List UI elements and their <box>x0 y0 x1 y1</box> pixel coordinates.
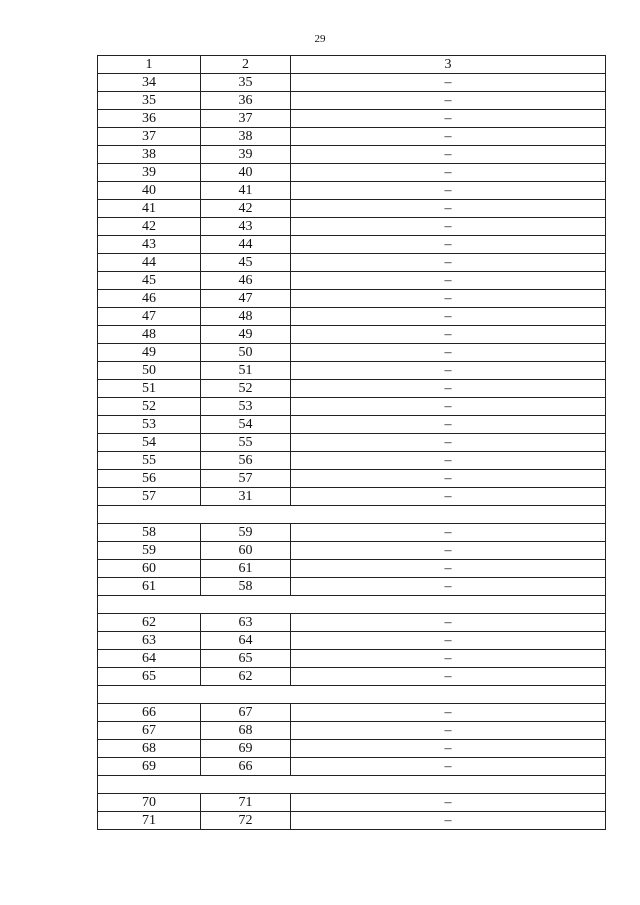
table-cell-col-1: 57 <box>98 488 201 506</box>
table-cell-col-3: – <box>291 254 606 272</box>
table-cell-col-1: 69 <box>98 758 201 776</box>
table-cell-col-1: 35 <box>98 92 201 110</box>
table-cell-col-2: 39 <box>201 146 291 164</box>
table-row <box>98 344 606 362</box>
table-cell-col-2: 44 <box>201 236 291 254</box>
table-cell-col-3: – <box>291 758 606 776</box>
table-cell-col-1: 58 <box>98 524 201 542</box>
table-cell-col-3: – <box>291 182 606 200</box>
table-cell-col-1: 39 <box>98 164 201 182</box>
table-cell-col-3: – <box>291 290 606 308</box>
table-row <box>98 632 606 650</box>
table-cell-col-3: – <box>291 434 606 452</box>
table-cell-col-2: 66 <box>201 758 291 776</box>
table-cell-col-1: 67 <box>98 722 201 740</box>
table-cell-col-1: 40 <box>98 182 201 200</box>
table-cell-col-2: 49 <box>201 326 291 344</box>
table-cell-col-2: 68 <box>201 722 291 740</box>
table-cell-col-1: 54 <box>98 434 201 452</box>
table-cell-col-2: 53 <box>201 398 291 416</box>
group-separator-row <box>98 506 606 524</box>
table-cell-col-1: 71 <box>98 812 201 830</box>
table-cell-col-2: 61 <box>201 560 291 578</box>
table-row <box>98 362 606 380</box>
table-cell-col-3: – <box>291 470 606 488</box>
table-cell-col-2: 55 <box>201 434 291 452</box>
table-cell-col-1: 59 <box>98 542 201 560</box>
table-row <box>98 326 606 344</box>
table-cell-col-2: 38 <box>201 128 291 146</box>
table-cell-col-1: 64 <box>98 650 201 668</box>
table-cell-col-3: – <box>291 560 606 578</box>
table-cell-col-2: 48 <box>201 308 291 326</box>
table-cell-col-1: 36 <box>98 110 201 128</box>
table-row <box>98 668 606 686</box>
table-cell-col-1: 49 <box>98 344 201 362</box>
table-cell-col-1: 61 <box>98 578 201 596</box>
table-cell-col-1: 48 <box>98 326 201 344</box>
table-cell-col-2: 71 <box>201 794 291 812</box>
table-cell-col-3: – <box>291 398 606 416</box>
table-cell-col-2: 35 <box>201 74 291 92</box>
table-row <box>98 740 606 758</box>
table-row <box>98 452 606 470</box>
table-cell-col-2: 59 <box>201 524 291 542</box>
table-cell-col-2: 47 <box>201 290 291 308</box>
table-cell-col-3: – <box>291 236 606 254</box>
column-header-1: 1 <box>98 56 201 74</box>
table-cell-col-2: 52 <box>201 380 291 398</box>
table-cell-col-1: 52 <box>98 398 201 416</box>
table-cell-col-2: 69 <box>201 740 291 758</box>
table-body <box>98 56 606 830</box>
table-row <box>98 110 606 128</box>
table-cell-col-3: – <box>291 668 606 686</box>
table-row <box>98 290 606 308</box>
table-cell-col-1: 68 <box>98 740 201 758</box>
table-cell-col-1: 56 <box>98 470 201 488</box>
table-cell-col-2: 42 <box>201 200 291 218</box>
table-header-row <box>98 56 606 74</box>
table-row <box>98 398 606 416</box>
table-cell-col-1: 38 <box>98 146 201 164</box>
table-row <box>98 524 606 542</box>
column-header-3: 3 <box>291 56 606 74</box>
table-cell-col-3: – <box>291 74 606 92</box>
table-row <box>98 758 606 776</box>
table-cell-col-3: – <box>291 452 606 470</box>
group-separator-cell <box>98 776 606 794</box>
table-cell-col-2: 45 <box>201 254 291 272</box>
table-cell-col-1: 70 <box>98 794 201 812</box>
table-cell-col-2: 41 <box>201 182 291 200</box>
table-row <box>98 542 606 560</box>
table-cell-col-2: 46 <box>201 272 291 290</box>
table-cell-col-1: 62 <box>98 614 201 632</box>
table-cell-col-3: – <box>291 164 606 182</box>
table-cell-col-1: 47 <box>98 308 201 326</box>
table-row <box>98 74 606 92</box>
table-cell-col-3: – <box>291 704 606 722</box>
table-cell-col-2: 63 <box>201 614 291 632</box>
table-cell-col-3: – <box>291 326 606 344</box>
table-cell-col-3: – <box>291 92 606 110</box>
table-cell-col-1: 46 <box>98 290 201 308</box>
table-cell-col-2: 58 <box>201 578 291 596</box>
table-row <box>98 434 606 452</box>
table-row <box>98 236 606 254</box>
table-row <box>98 308 606 326</box>
table-cell-col-2: 40 <box>201 164 291 182</box>
table-row <box>98 578 606 596</box>
table-cell-col-2: 43 <box>201 218 291 236</box>
table-cell-col-2: 54 <box>201 416 291 434</box>
table-cell-col-1: 41 <box>98 200 201 218</box>
table-cell-col-1: 51 <box>98 380 201 398</box>
table-row <box>98 254 606 272</box>
table-cell-col-1: 37 <box>98 128 201 146</box>
table-cell-col-3: – <box>291 128 606 146</box>
table-cell-col-1: 34 <box>98 74 201 92</box>
table-row <box>98 380 606 398</box>
table-cell-col-1: 44 <box>98 254 201 272</box>
table-row <box>98 470 606 488</box>
table-cell-col-3: – <box>291 632 606 650</box>
table-cell-col-3: – <box>291 380 606 398</box>
table-cell-col-2: 72 <box>201 812 291 830</box>
table-cell-col-1: 50 <box>98 362 201 380</box>
table-cell-col-3: – <box>291 542 606 560</box>
table-row <box>98 164 606 182</box>
table-cell-col-1: 60 <box>98 560 201 578</box>
table-cell-col-3: – <box>291 344 606 362</box>
table-cell-col-3: – <box>291 794 606 812</box>
table-cell-col-3: – <box>291 614 606 632</box>
table-row <box>98 272 606 290</box>
table-cell-col-3: – <box>291 524 606 542</box>
table-cell-col-3: – <box>291 146 606 164</box>
table-cell-col-1: 55 <box>98 452 201 470</box>
table-cell-col-2: 50 <box>201 344 291 362</box>
table-cell-col-2: 62 <box>201 668 291 686</box>
data-table <box>97 55 606 830</box>
group-separator-cell <box>98 686 606 704</box>
table-cell-col-1: 66 <box>98 704 201 722</box>
table-row <box>98 182 606 200</box>
table-row <box>98 128 606 146</box>
table-row <box>98 92 606 110</box>
table-cell-col-3: – <box>291 200 606 218</box>
table-row <box>98 704 606 722</box>
table-cell-col-3: – <box>291 218 606 236</box>
table-cell-col-3: – <box>291 650 606 668</box>
table-row <box>98 560 606 578</box>
table-cell-col-2: 31 <box>201 488 291 506</box>
page-number: 29 <box>314 33 326 45</box>
group-separator-row <box>98 686 606 704</box>
table-cell-col-3: – <box>291 272 606 290</box>
table-cell-col-3: – <box>291 740 606 758</box>
table-cell-col-2: 36 <box>201 92 291 110</box>
table-cell-col-3: – <box>291 362 606 380</box>
table-cell-col-1: 43 <box>98 236 201 254</box>
table-cell-col-3: – <box>291 812 606 830</box>
table-cell-col-3: – <box>291 488 606 506</box>
table-cell-col-1: 65 <box>98 668 201 686</box>
table-cell-col-2: 37 <box>201 110 291 128</box>
table-row <box>98 218 606 236</box>
table-row <box>98 200 606 218</box>
table-cell-col-2: 64 <box>201 632 291 650</box>
table-cell-col-1: 42 <box>98 218 201 236</box>
table-cell-col-3: – <box>291 308 606 326</box>
table-cell-col-3: – <box>291 110 606 128</box>
table-cell-col-1: 53 <box>98 416 201 434</box>
group-separator-cell <box>98 596 606 614</box>
table-cell-col-2: 67 <box>201 704 291 722</box>
group-separator-row <box>98 596 606 614</box>
table-row <box>98 146 606 164</box>
table-cell-col-2: 65 <box>201 650 291 668</box>
group-separator-cell <box>98 506 606 524</box>
table-cell-col-2: 57 <box>201 470 291 488</box>
table-cell-col-1: 45 <box>98 272 201 290</box>
table-cell-col-3: – <box>291 416 606 434</box>
table-row <box>98 650 606 668</box>
table-row <box>98 488 606 506</box>
table-row <box>98 614 606 632</box>
table-row <box>98 812 606 830</box>
group-separator-row <box>98 776 606 794</box>
table-cell-col-2: 51 <box>201 362 291 380</box>
table-cell-col-3: – <box>291 722 606 740</box>
table-row <box>98 794 606 812</box>
column-header-2: 2 <box>201 56 291 74</box>
table-cell-col-2: 56 <box>201 452 291 470</box>
table-cell-col-2: 60 <box>201 542 291 560</box>
table-row <box>98 416 606 434</box>
table-cell-col-1: 63 <box>98 632 201 650</box>
table-cell-col-3: – <box>291 578 606 596</box>
table-row <box>98 722 606 740</box>
data-table-container <box>97 55 605 830</box>
